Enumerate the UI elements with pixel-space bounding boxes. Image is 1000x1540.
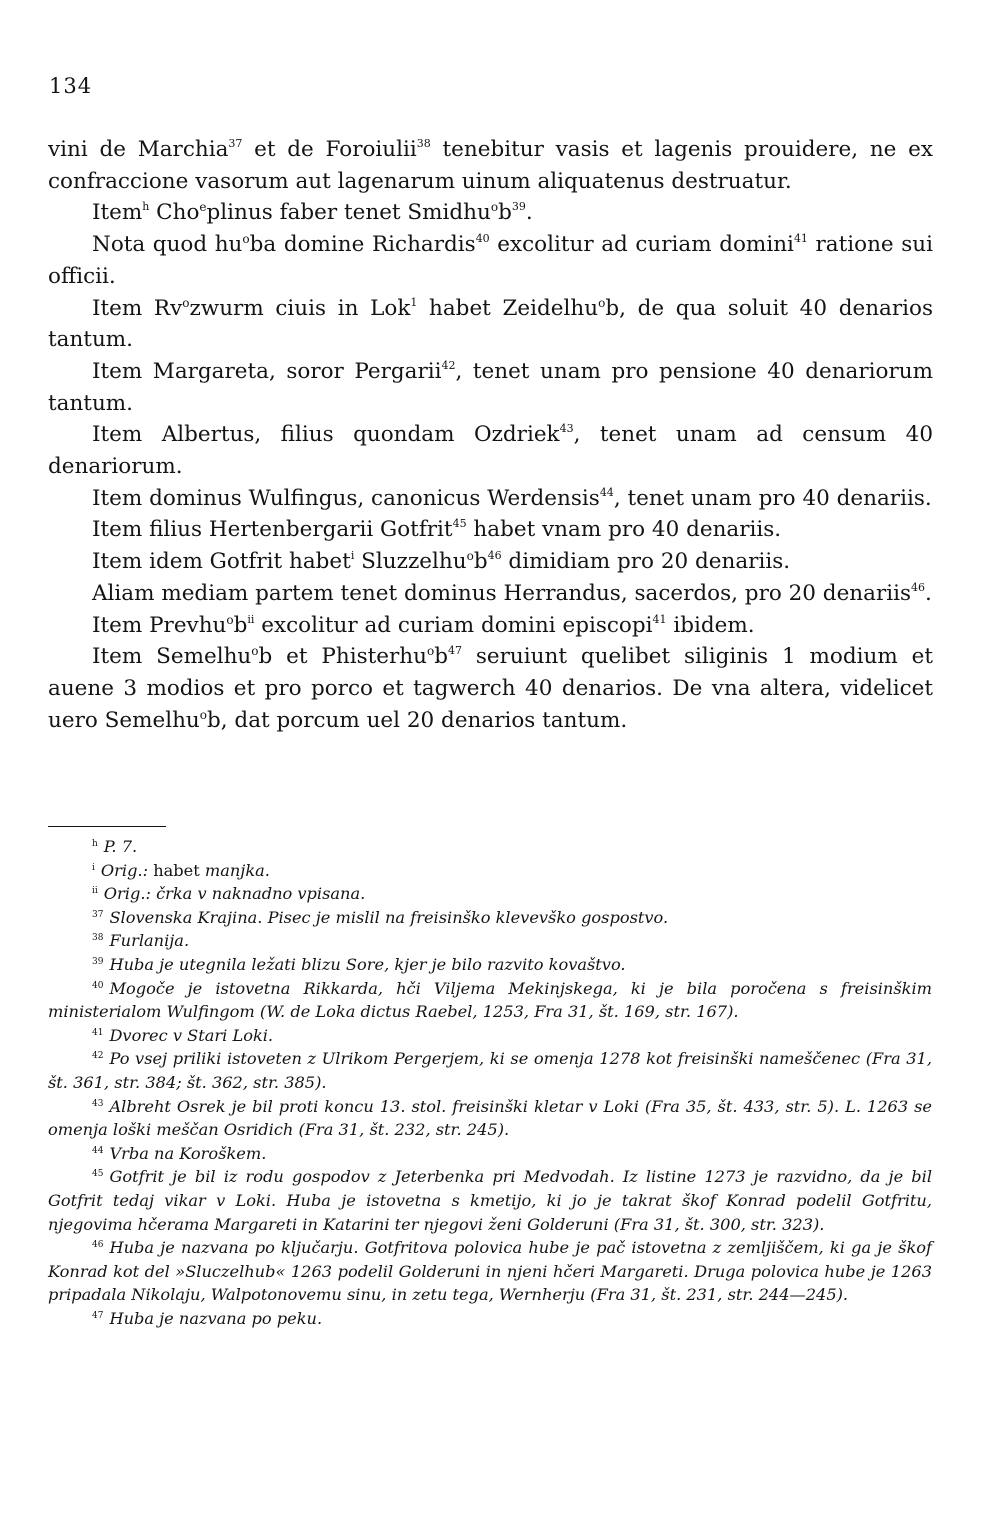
footnote-44: $^{44}$ Vrba na Koroškem. [92,1143,267,1163]
footnote-42: $^{42}$ Po vsej priliki istoveten z Ulrikom Pergerjem, ki se omenja 1278 kot freisinški nameščenec (Fra 31, št. 361, str. 384; št. 362, str. 385). [48,1049,932,1092]
paragraph-11: Item $Prevhu^ob^{ii}$ excolitur ad curiam domini episcopi$^{41}$ ibidem. [92,612,755,638]
page-number: 134 [49,74,93,98]
footnote-43: $^{43}$ Albreht Osrek je bil proti koncu 13. stol. freisinški kletar v Loki (Fra 35, št. 433, str. 5). L. 1263 se omenja loški meščan Osridich (Fra 31, št. 232, str. 245). [48,1096,932,1140]
footnote-separator [48,826,166,827]
footnote-45: $^{45}$ Gotfrit je bil iz rodu gospodov z Jeterbenka pri Medvodah. Iz listine 1273 je razvidno, da je bil Gotfrit tedaj vikar v Loki. Huba je istovetna s kmetijo, ki jo je takrat škof Konrad podelil Gotfritu, njegovima hčerama Margareti in Katarini ter njegovi ženi Golderuni (Fra 31, št. 300, str. 323). [48,1167,932,1234]
paragraph-1: vini de Marchia$^{37}$ et de Foroiulii$^{38}$ tenebitur vasis et lagenis prouidere, ne ex confraccione vasorum aut lagenarum uinum aliquatenus destruatur. [48,137,933,194]
paragraph-10: Aliam mediam partem tenet dominus Herrandus, sacerdos, pro 20 denariis$^{46}$. [92,580,932,606]
footnote-i: $^i$ Orig.: habet manjka. [92,860,270,880]
footnote-ii: $^{ii}$ Orig.: črka v naknadno vpisana. [92,884,366,904]
paragraph-6: Item Albertus, filius quondam Ozdriek$^{43}$, tenet unam ad censum 40 denariorum. [48,422,933,480]
paragraph-9: Item idem Gotfrit habet$^i$ $Sluzzelhu^ob^{46}$ dimidiam pro 20 denariis. [92,549,791,575]
paragraph-12: Item Semelhu$^o$b et $Phisterhu^ob^{47}$ seruiunt quelibet siliginis 1 modium et auene 3 modios et pro porco et tagwerch 40 denarios. De vna altera, videlicet uero Semelhu$^o$b, dat porcum uel 20 denarios tantum. [48,644,933,733]
footnote-38: $^{38}$ Furlanija. [92,931,190,951]
footnotes [48,835,932,1330]
paragraph-5: Item Margareta, soror Pergarii$^{42}$, tenet unam pro pensione 40 denariorum tantum. [48,358,933,416]
paragraph-4: Item Rv$^o$zwurm ciuis in Lok$^1$ habet Zeidelhu$^o$b, de qua soluit 40 denarios tantum. [48,295,933,353]
footnote-46: $^{46}$ Huba je nazvana po ključarju. Gotfritova polovica hube je pač istovetna z zemljiščem, ki ga je škof Konrad kot del »Sluczelhub« 1263 podelil Golderuni in njeni hčeri Margareti. Druga polovica hube je 1263 pripadala Nikolaju, Walpotonovemu sinu, in zetu tega, Wernherju (Fra 31, št. 231, str. 244—245). [48,1238,932,1305]
footnote-47: $^{47}$ Huba je nazvana po peku. [92,1308,323,1328]
footnote-37: $^{37}$ Slovenska Krajina. Pisec je mislil na freisinško klevevško gospostvo. [92,907,669,927]
footnote-41: $^{41}$ Dvorec v Stari Loki. [92,1025,274,1045]
paragraph-7: Item dominus Wulfingus, canonicus Werdensis$^{44}$, tenet unam pro 40 denariis. [92,485,932,511]
footnote-40: $^{40}$ Mogoče je istovetna Rikkarda, hči Viljema Mekinjskega, ki je bila poročena s freisinškim ministerialom Wulfingom (W. de Loka dictus Raebel, 1253, Fra 31, št. 169, str. 167). [48,978,932,1022]
footnote-h: $^h$ P. 7. [92,837,138,856]
footnote-39: $^{39}$ Huba je utegnila ležati blizu Sore, kjer je bilo razvito kovaštvo. [92,954,626,974]
paragraph-2: Item$^h$ Cho$^e$plinus faber tenet $Smidhu^ob^{39}$. [92,200,533,226]
main-text [48,134,933,736]
paragraph-3: Nota quod $hu^oba$ domine Richardis$^{40}$ excolitur ad curiam domini$^{41}$ ratione sui officii. [48,232,934,289]
paragraph-8: Item filius Hertenbergarii Gotfrit$^{45}$ habet vnam pro 40 denariis. [92,517,782,543]
